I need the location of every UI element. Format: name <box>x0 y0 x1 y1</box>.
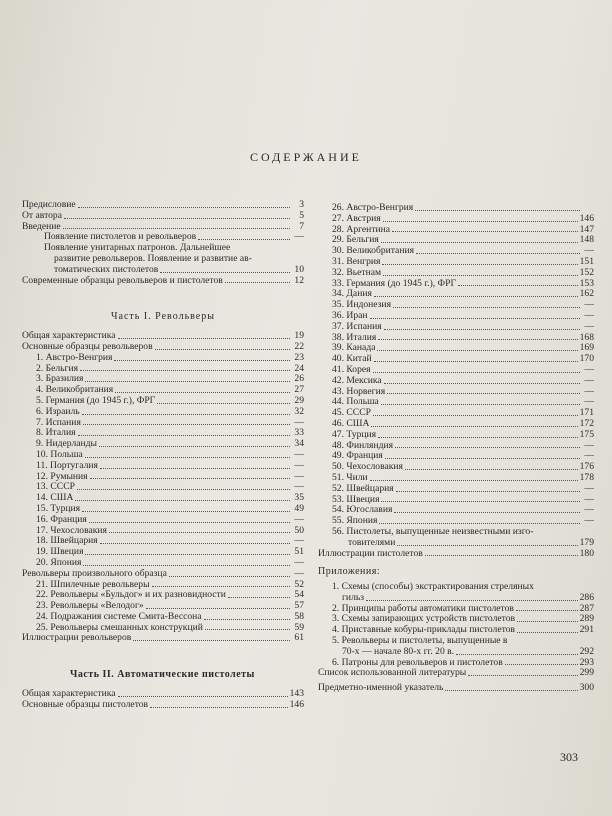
toc-entry <box>36 482 304 493</box>
toc-entry-page: 58 <box>294 610 304 622</box>
toc-entry-page: 50 <box>294 524 304 536</box>
toc-entry-page: 152 <box>579 266 594 278</box>
toc-entry <box>22 689 304 700</box>
toc-entry-title: 34. Дания <box>332 289 372 300</box>
toc-entry <box>332 473 594 484</box>
toc-entry-page: 171 <box>579 407 594 419</box>
toc-entry <box>22 200 304 211</box>
toc-entry-title: 22. Револьверы «Бульдог» и их разновидности <box>36 590 226 601</box>
toc-entry-title: 11. Португалия <box>36 460 98 471</box>
toc-entry-title: Револьверы произвольного образца <box>22 568 167 579</box>
toc-entry-page: 61 <box>294 632 304 644</box>
toc-entry-page: — <box>584 439 594 451</box>
toc-entry-title: 48. Финляндия <box>332 440 394 451</box>
toc-entry-title: Иллюстрации револьверов <box>22 633 132 644</box>
toc-entry-page: — <box>584 515 594 527</box>
toc-entry-title: 16. Франция <box>36 514 87 525</box>
toc-entry-title: 47. Турция <box>332 429 377 440</box>
toc-entry <box>22 222 304 233</box>
toc-entry <box>332 658 594 669</box>
toc-entry-page: 5 <box>299 209 304 221</box>
toc-entry-title: Появление пистолетов и револьверов <box>44 232 197 243</box>
toc-entry <box>36 515 304 526</box>
toc-entry <box>332 246 594 257</box>
toc-entry <box>332 311 594 322</box>
toc-entry-page: — <box>584 320 594 332</box>
toc-entry <box>36 364 304 375</box>
toc-entry <box>36 461 304 472</box>
toc-entry-page: 7 <box>299 220 304 232</box>
toc-entry-title: 44. Польша <box>332 397 379 408</box>
toc-entry <box>36 558 304 569</box>
toc-entry <box>332 419 594 430</box>
toc-entry-page: 292 <box>579 645 594 657</box>
toc-entry-title: 53. Швеция <box>332 494 380 505</box>
toc-entry-page: — <box>584 504 594 516</box>
toc-entry-page: — <box>584 396 594 408</box>
toc-entry-title: 2. Принципы работы автоматики пистолетов <box>332 603 514 614</box>
toc-entry <box>22 569 304 580</box>
toc-entry-page: — <box>584 385 594 397</box>
toc-entry-page: 168 <box>579 331 594 343</box>
toc-entry <box>332 279 594 290</box>
toc-entry <box>332 289 594 300</box>
toc-entry <box>332 354 594 365</box>
toc-entry <box>332 387 594 398</box>
toc-entry-page: 12 <box>294 274 304 286</box>
toc-entry-page: — <box>294 567 304 579</box>
toc-entry-page: 151 <box>579 255 594 267</box>
toc-entry <box>36 536 304 547</box>
toc-entry-page: 169 <box>579 342 594 354</box>
toc-entry <box>332 527 594 549</box>
toc-entry-title: Появление унитарных патронов. Дальнейшее <box>44 242 231 254</box>
toc-entry-title: 51. Чили <box>332 472 368 483</box>
toc-entry <box>36 612 304 623</box>
toc-entry-page: 299 <box>579 667 594 679</box>
toc-entry-title: 35. Индонезия <box>332 300 391 311</box>
toc-entry-title: 37. Испания <box>332 321 382 332</box>
toc-entry-title: 46. США <box>332 418 370 429</box>
toc-entry <box>36 450 304 461</box>
toc-entry <box>332 451 594 462</box>
toc-entry <box>36 396 304 407</box>
toc-entry-page: 22 <box>294 340 304 352</box>
toc-entry-title: 45. СССР <box>332 408 371 419</box>
toc-entry-page: — <box>294 416 304 428</box>
toc-entry-title: развитие револьверов. Появление и развитие ав- <box>54 252 252 264</box>
toc-entry-page: 293 <box>579 656 594 668</box>
toc-entry <box>22 633 304 644</box>
toc-entry-page: 175 <box>579 428 594 440</box>
toc-entry <box>332 225 594 236</box>
toc-entry-title: 5. Револьверы и пистолеты, выпущенные в <box>332 635 508 647</box>
toc-entry-title: 43. Норвегия <box>332 386 386 397</box>
toc-entry-title: гильз <box>342 592 365 603</box>
toc-entry-page: 10 <box>294 263 304 275</box>
toc-entry-page: — <box>584 493 594 505</box>
toc-entry-title: Современные образцы револьверов и пистолетов <box>22 275 223 286</box>
toc-entry-page: 291 <box>579 624 594 636</box>
toc-entry-title: Общая характеристика <box>22 689 116 700</box>
toc-entry-title: 1. Схемы (способы) экстрактирования стреляных <box>332 581 534 593</box>
toc-entry-page: 143 <box>289 688 304 700</box>
page-title: СОДЕРЖАНИЕ <box>250 150 362 164</box>
toc-entry-page: — <box>584 299 594 311</box>
toc-entry-title: 42. Мексика <box>332 375 382 386</box>
toc-entry-page: 179 <box>579 536 594 548</box>
toc-entry-title: 6. Израиль <box>36 406 80 417</box>
part-heading: Часть II. Автоматические пистолеты <box>70 669 255 681</box>
toc-entry-page: 162 <box>579 288 594 300</box>
page-number: 303 <box>560 750 578 764</box>
toc-entry-title: 32. Вьетнам <box>332 267 382 278</box>
toc-entry-title: Общая характеристика <box>22 331 116 342</box>
toc-entry-title: 30. Великобритания <box>332 246 415 257</box>
toc-entry-title: 3. Схемы запирающих устройств пистолетов <box>332 614 516 625</box>
toc-entry <box>36 374 304 385</box>
toc-entry-title: 17. Чехословакия <box>36 525 107 536</box>
toc-entry <box>332 365 594 376</box>
toc-entry-page: 35 <box>294 492 304 504</box>
toc-entry-page: 24 <box>294 362 304 374</box>
toc-entry-title: 33. Германия (до 1945 г.), ФРГ <box>332 278 457 289</box>
toc-entry <box>36 472 304 483</box>
toc-entry <box>36 547 304 558</box>
toc-entry-page: — <box>294 459 304 471</box>
toc-entry <box>36 590 304 601</box>
toc-entry-title: 8. Италия <box>36 428 76 439</box>
toc-entry-page: 19 <box>294 330 304 342</box>
toc-entry <box>36 428 304 439</box>
toc-entry-page: — <box>584 482 594 494</box>
toc-entry-page: — <box>294 481 304 493</box>
toc-entry-page: 23 <box>294 351 304 363</box>
toc-entry <box>36 439 304 450</box>
toc-entry-page: 29 <box>294 394 304 406</box>
toc-entry <box>36 385 304 396</box>
toc-entry-page: — <box>584 363 594 375</box>
toc-entry-title: 14. США <box>36 493 74 504</box>
toc-entry-title: От автора <box>22 210 62 221</box>
part-heading: Часть I. Револьверы <box>111 311 215 323</box>
toc-entry-page: — <box>294 556 304 568</box>
toc-entry-page: 51 <box>294 546 304 558</box>
toc-entry-page: 26 <box>294 373 304 385</box>
toc-entry-title: 38. Италия <box>332 332 377 343</box>
toc-entry <box>332 322 594 333</box>
toc-entry-title: томатических пистолетов <box>54 264 159 275</box>
toc-entry-page: 172 <box>579 417 594 429</box>
toc-entry-page: 54 <box>294 589 304 601</box>
toc-entry-title: 56. Пистолеты, выпущенные неизвестными изго- <box>332 525 534 537</box>
toc-entry <box>44 243 304 275</box>
toc-entry <box>332 214 594 225</box>
toc-entry-page: 57 <box>294 600 304 612</box>
toc-entry <box>332 343 594 354</box>
toc-entry-page: 287 <box>579 602 594 614</box>
toc-entry <box>332 408 594 419</box>
toc-entry-page: 170 <box>579 353 594 365</box>
toc-entry-title: 12. Румыния <box>36 471 88 482</box>
toc-entry-page: — <box>294 470 304 482</box>
toc-entry <box>332 441 594 452</box>
toc-entry-title: 2. Бельгия <box>36 363 79 374</box>
toc-entry <box>22 342 304 353</box>
toc-entry-title: 52. Швейцария <box>332 483 394 494</box>
toc-entry-title: 70-х — начале 80-х гг. 20 в. <box>342 646 455 657</box>
toc-entry-title: 49. Франция <box>332 451 383 462</box>
toc-entry-page: 34 <box>294 438 304 450</box>
toc-entry-title: 13. СССР <box>36 482 75 493</box>
toc-entry-title: товителями <box>348 537 396 548</box>
toc-entry <box>332 495 594 506</box>
toc-entry-title: 27. Австрия <box>332 213 381 224</box>
toc-entry-title: 54. Югославия <box>332 505 393 516</box>
toc-entry <box>332 333 594 344</box>
toc-entry <box>22 211 304 222</box>
toc-entry-page: 33 <box>294 427 304 439</box>
toc-entry-page: 286 <box>579 591 594 603</box>
toc-entry <box>332 376 594 387</box>
toc-entry-page: 153 <box>579 277 594 289</box>
toc-entry-title: 1. Австро-Венгрия <box>36 352 113 363</box>
toc-entry-title: 50. Чехословакия <box>332 462 403 473</box>
toc-entry <box>332 203 594 214</box>
toc-entry <box>36 353 304 364</box>
toc-entry-title: 29. Бельгия <box>332 235 379 246</box>
toc-entry-title: 41. Корея <box>332 364 371 375</box>
toc-entry-title: 24. Подражания системе Смита-Вессона <box>36 611 202 622</box>
toc-entry-title: 5. Германия (до 1945 г.), ФРГ <box>36 395 156 406</box>
toc-entry <box>332 604 594 615</box>
toc-entry <box>36 580 304 591</box>
toc-entry <box>318 668 594 679</box>
toc-entry-title: Введение <box>22 221 61 232</box>
toc-entry-page: 176 <box>579 461 594 473</box>
toc-entry-page: — <box>294 448 304 460</box>
toc-entry <box>332 397 594 408</box>
toc-left-column <box>22 200 304 711</box>
toc-entry-title: 7. Испания <box>36 417 81 428</box>
toc-entry-page: 146 <box>289 698 304 710</box>
toc-entry-page: 146 <box>579 212 594 224</box>
toc-entry <box>332 582 594 604</box>
toc-entry <box>36 418 304 429</box>
toc-entry-page: 52 <box>294 578 304 590</box>
toc-entry-page: 59 <box>294 621 304 633</box>
toc-entry <box>332 505 594 516</box>
toc-entry <box>332 484 594 495</box>
appendix-heading: Приложения: <box>318 566 381 578</box>
toc-entry <box>332 636 594 658</box>
toc-entry-title: Иллюстрации пистолетов <box>318 548 423 559</box>
toc-entry <box>332 300 594 311</box>
toc-entry <box>332 462 594 473</box>
toc-entry-page: 147 <box>579 223 594 235</box>
toc-entry-title: 3. Бразилия <box>36 374 84 385</box>
toc-entry <box>22 331 304 342</box>
toc-entry-page: 148 <box>579 234 594 246</box>
toc-entry-title: 36. Иран <box>332 310 368 321</box>
toc-entry-title: 26. Австро-Венгрия <box>332 203 414 213</box>
toc-entry <box>318 683 594 694</box>
toc-entry-page: 300 <box>579 682 594 694</box>
toc-entry-page: 180 <box>579 547 594 559</box>
toc-entry <box>332 268 594 279</box>
toc-entry-title: 4. Великобритания <box>36 385 114 396</box>
toc-entry-title: 19. Швеция <box>36 547 84 558</box>
toc-entry-title: Список использованной литературы <box>318 668 467 679</box>
toc-entry <box>332 430 594 441</box>
toc-entry <box>36 623 304 634</box>
toc-entry-title: 55. Япония <box>332 516 378 527</box>
toc-entry-title: 28. Аргентина <box>332 224 391 235</box>
toc-entry-title: Предисловие <box>22 200 76 210</box>
toc-entry <box>36 601 304 612</box>
toc-entry <box>22 700 304 711</box>
toc-entry-page: 289 <box>579 613 594 625</box>
toc-right-column <box>318 203 594 694</box>
toc-entry <box>36 504 304 515</box>
toc-entry-page: 3 <box>299 199 304 210</box>
toc-entry-title: 18. Швейцария <box>36 536 98 547</box>
toc-entry-title: Предметно-именной указатель <box>318 683 444 694</box>
toc-entry <box>332 614 594 625</box>
toc-entry-title: 25. Револьверы смешанных конструкций <box>36 622 203 633</box>
toc-entry-title: 4. Приставные кобуры-приклады пистолетов <box>332 625 515 636</box>
toc-entry-title: Основные образцы пистолетов <box>22 699 149 710</box>
toc-entry-title: 10. Польша <box>36 449 83 460</box>
toc-entry-page: — <box>294 535 304 547</box>
toc-entry-page: — <box>584 309 594 321</box>
toc-entry-title: Основные образцы револьверов <box>22 341 153 352</box>
toc-entry-page: — <box>294 231 304 243</box>
toc-entry-page: — <box>584 245 594 257</box>
toc-entry <box>22 276 304 287</box>
toc-entry-page: — <box>294 513 304 525</box>
toc-entry-title: 15. Турция <box>36 503 81 514</box>
toc-entry-page: — <box>584 374 594 386</box>
toc-entry-page: 27 <box>294 384 304 396</box>
toc-entry-page: — <box>584 450 594 462</box>
toc-entry-page: 32 <box>294 405 304 417</box>
toc-entry-title: 9. Нидерланды <box>36 439 97 450</box>
toc-entry-title: 31. Венгрия <box>332 256 381 267</box>
toc-entry-page: 49 <box>294 502 304 514</box>
toc-entry-title: 23. Револьверы «Велодог» <box>36 601 144 612</box>
toc-entry <box>332 257 594 268</box>
toc-entry <box>36 493 304 504</box>
toc-entry-page: 178 <box>579 471 594 483</box>
toc-entry <box>332 235 594 246</box>
toc-entry <box>36 526 304 537</box>
toc-entry-title: 21. Шпилечные револьверы <box>36 579 150 590</box>
toc-entry-title: 40. Китай <box>332 354 372 365</box>
toc-entry-title: 39. Канада <box>332 343 376 354</box>
toc-entry <box>318 549 594 560</box>
toc-entry-title: 6. Патроны для револьверов и пистолетов <box>332 657 503 668</box>
toc-entry-title: 20. Япония <box>36 557 82 568</box>
toc-entry <box>36 407 304 418</box>
